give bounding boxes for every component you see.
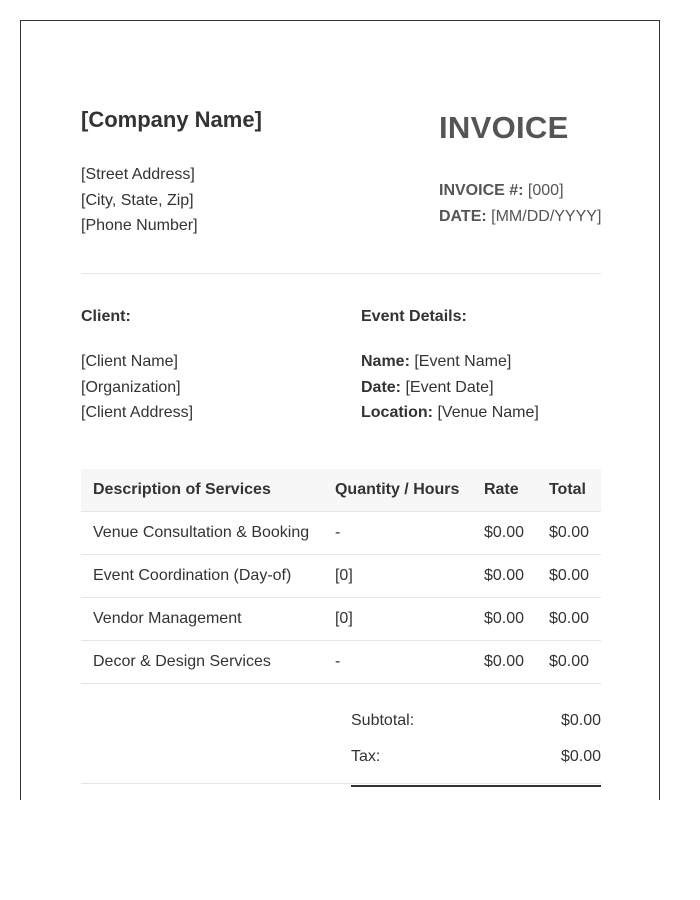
header-rate: Rate bbox=[472, 469, 537, 512]
row-description: Decor & Design Services bbox=[81, 641, 323, 684]
row-quantity: - bbox=[323, 641, 472, 684]
services-table bbox=[81, 469, 601, 684]
row-rate: $0.00 bbox=[472, 555, 537, 598]
header-total: Total bbox=[537, 469, 601, 512]
row-rate: $0.00 bbox=[472, 641, 537, 684]
client-organization: [Organization] bbox=[81, 378, 181, 396]
client-details bbox=[81, 349, 193, 426]
row-total: $0.00 bbox=[537, 555, 601, 598]
company-phone: [Phone Number] bbox=[81, 217, 198, 234]
header-description: Description of Services bbox=[81, 469, 323, 512]
invoice-title: INVOICE bbox=[439, 110, 569, 145]
total-rule bbox=[351, 785, 601, 787]
client-address: [Client Address] bbox=[81, 404, 194, 421]
invoice-number-value: [000] bbox=[527, 182, 564, 199]
header-divider bbox=[81, 273, 601, 274]
invoice-page bbox=[20, 20, 660, 800]
invoice-date-value: [MM/DD/YYYY] bbox=[491, 208, 602, 225]
company-street: [Street Address] bbox=[81, 166, 195, 183]
row-rate: $0.00 bbox=[472, 512, 537, 555]
event-heading: Event Details: bbox=[361, 308, 467, 325]
event-date bbox=[361, 375, 539, 401]
row-description: Venue Consultation & Booking bbox=[81, 512, 323, 555]
client-heading: Client: bbox=[81, 308, 131, 325]
event-date-label: Date: bbox=[361, 378, 402, 396]
event-location-value: [Venue Name] bbox=[437, 404, 539, 421]
summary-divider bbox=[81, 783, 601, 784]
invoice-date bbox=[439, 204, 601, 230]
company-city-state-zip: [City, State, Zip] bbox=[81, 191, 194, 209]
row-quantity: - bbox=[323, 512, 472, 555]
event-name-label: Name: bbox=[361, 353, 410, 370]
table-row bbox=[81, 512, 601, 555]
event-name bbox=[361, 349, 539, 375]
row-total: $0.00 bbox=[537, 641, 601, 684]
row-rate: $0.00 bbox=[472, 598, 537, 641]
subtotal-value: $0.00 bbox=[560, 712, 601, 729]
row-quantity: [0] bbox=[323, 555, 472, 598]
subtotal-label: Subtotal: bbox=[351, 712, 415, 729]
event-name-value: [Event Name] bbox=[414, 353, 512, 370]
row-total: $0.00 bbox=[537, 512, 601, 555]
event-location bbox=[361, 400, 539, 426]
row-quantity: [0] bbox=[323, 598, 472, 641]
table-row bbox=[81, 641, 601, 684]
tax-value: $0.00 bbox=[560, 748, 601, 765]
event-details bbox=[361, 349, 539, 426]
company-address bbox=[81, 162, 198, 239]
tax-label: Tax: bbox=[351, 748, 381, 765]
company-name: [Company Name] bbox=[81, 107, 262, 132]
event-location-label: Location: bbox=[361, 404, 433, 421]
table-row bbox=[81, 555, 601, 598]
row-description: Event Coordination (Day-of) bbox=[81, 555, 323, 598]
row-description: Vendor Management bbox=[81, 598, 323, 641]
invoice-number bbox=[439, 178, 601, 204]
invoice-date-label: DATE: bbox=[439, 208, 487, 225]
invoice-number-label: INVOICE #: bbox=[439, 182, 524, 199]
table-row bbox=[81, 598, 601, 641]
header-quantity: Quantity / Hours bbox=[323, 469, 472, 512]
event-date-value: [Event Date] bbox=[405, 378, 494, 396]
row-total: $0.00 bbox=[537, 598, 601, 641]
invoice-meta bbox=[439, 178, 601, 230]
client-name: [Client Name] bbox=[81, 353, 178, 370]
table-header-row bbox=[81, 469, 601, 512]
